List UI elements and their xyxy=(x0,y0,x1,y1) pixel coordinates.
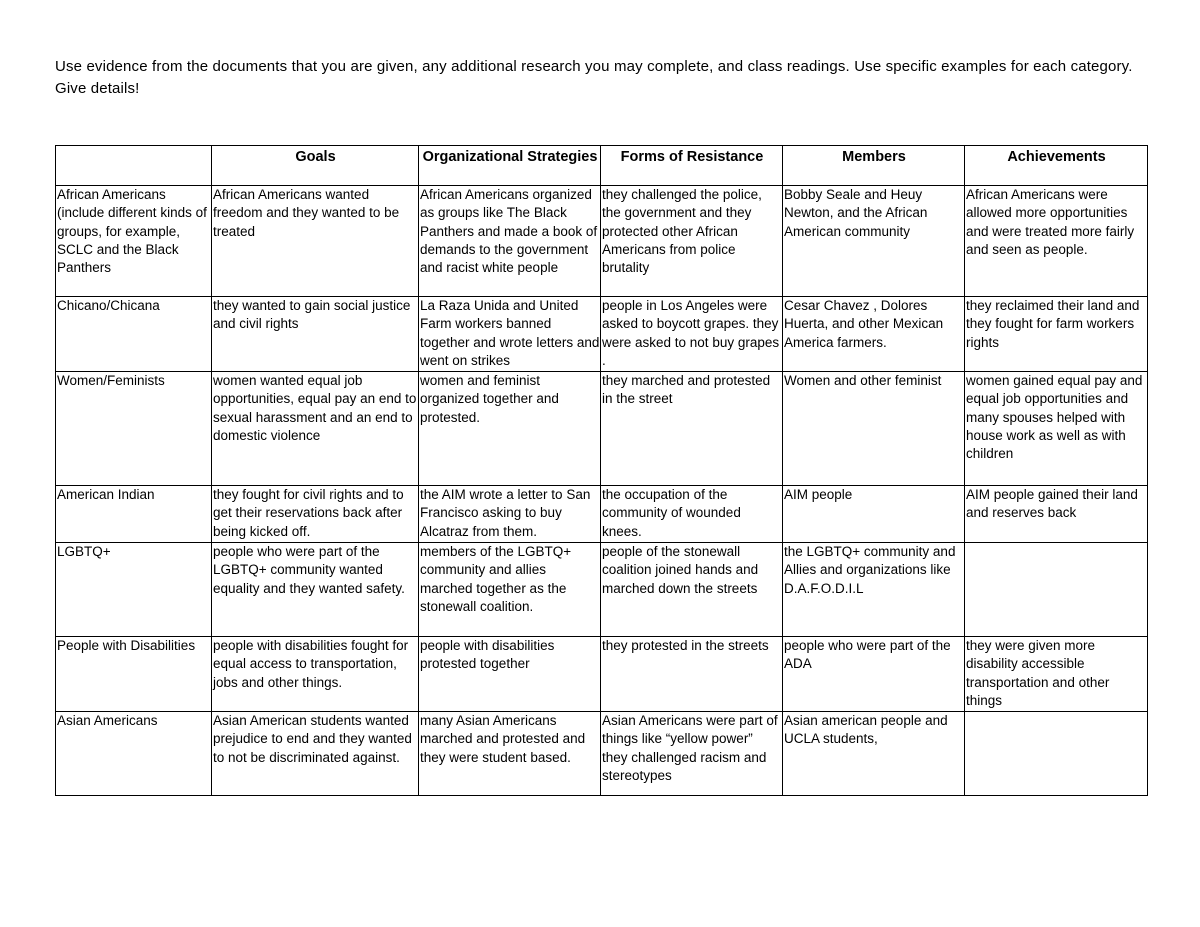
table-row xyxy=(56,486,1148,543)
resistance-cell: they challenged the police, the government and they protected other African Americans from police brutality xyxy=(601,186,783,297)
comparison-table xyxy=(55,145,1148,796)
header-achievements: Achievements xyxy=(965,146,1148,186)
members-cell: Asian american people and UCLA students, xyxy=(783,712,965,796)
achievements-cell: African Americans were allowed more opportunities and were treated more fairly and seen as people. xyxy=(965,186,1148,297)
table-row xyxy=(56,637,1148,712)
group-cell: American Indian xyxy=(56,486,212,543)
resistance-cell: they protested in the streets xyxy=(601,637,783,712)
goals-cell: people with disabilities fought for equal access to transportation, jobs and other things. xyxy=(212,637,419,712)
members-cell: people who were part of the ADA xyxy=(783,637,965,712)
table-row xyxy=(56,186,1148,297)
strategies-cell: women and feminist organized together and protested. xyxy=(419,372,601,486)
table-row xyxy=(56,712,1148,796)
achievements-cell xyxy=(965,543,1148,637)
goals-cell: women wanted equal job opportunities, equal pay an end to sexual harassment and an end to domestic violence xyxy=(212,372,419,486)
members-cell: Women and other feminist xyxy=(783,372,965,486)
table-row xyxy=(56,543,1148,637)
members-cell: Cesar Chavez , Dolores Huerta, and other Mexican America farmers. xyxy=(783,297,965,372)
achievements-cell: AIM people gained their land and reserves back xyxy=(965,486,1148,543)
goals-cell: Asian American students wanted prejudice to end and they wanted to not be discriminated against. xyxy=(212,712,419,796)
goals-cell: people who were part of the LGBTQ+ community wanted equality and they wanted safety. xyxy=(212,543,419,637)
goals-cell: they fought for civil rights and to get their reservations back after being kicked off. xyxy=(212,486,419,543)
resistance-cell: the occupation of the community of wounded knees. xyxy=(601,486,783,543)
achievements-cell xyxy=(965,712,1148,796)
strategies-cell: the AIM wrote a letter to San Francisco asking to buy Alcatraz from them. xyxy=(419,486,601,543)
header-blank xyxy=(56,146,212,186)
group-cell: People with Disabilities xyxy=(56,637,212,712)
group-cell: Asian Americans xyxy=(56,712,212,796)
members-cell: AIM people xyxy=(783,486,965,543)
members-cell: Bobby Seale and Heuy Newton, and the African American community xyxy=(783,186,965,297)
group-cell: LGBTQ+ xyxy=(56,543,212,637)
goals-cell: they wanted to gain social justice and civil rights xyxy=(212,297,419,372)
header-row xyxy=(56,146,1148,186)
resistance-cell: Asian Americans were part of things like “yellow power” they challenged racism and stereotypes xyxy=(601,712,783,796)
achievements-cell: they reclaimed their land and they fought for farm workers rights xyxy=(965,297,1148,372)
strategies-cell: many Asian Americans marched and protested and they were student based. xyxy=(419,712,601,796)
achievements-cell: women gained equal pay and equal job opportunities and many spouses helped with house work as well as with children xyxy=(965,372,1148,486)
group-cell: African Americans (include different kinds of groups, for example, SCLC and the Black Panthers xyxy=(56,186,212,297)
table-row xyxy=(56,372,1148,486)
strategies-cell: people with disabilities protested together xyxy=(419,637,601,712)
table-row xyxy=(56,297,1148,372)
achievements-cell: they were given more disability accessible transportation and other things xyxy=(965,637,1148,712)
strategies-cell: La Raza Unida and United Farm workers banned together and wrote letters and went on strikes xyxy=(419,297,601,372)
header-organizational-strategies: Organizational Strategies xyxy=(419,146,601,186)
resistance-cell: people of the stonewall coalition joined hands and marched down the streets xyxy=(601,543,783,637)
strategies-cell: members of the LGBTQ+ community and allies marched together as the stonewall coalition. xyxy=(419,543,601,637)
instructions-text: Use evidence from the documents that you are given, any additional research you may complete, and class readings. Use specific examples for each category. Give details! xyxy=(55,58,1133,97)
goals-cell: African Americans wanted freedom and they wanted to be treated xyxy=(212,186,419,297)
members-cell: the LGBTQ+ community and Allies and organizations like D.A.F.O.D.I.L xyxy=(783,543,965,637)
resistance-cell: people in Los Angeles were asked to boycott grapes. they were asked to not buy grapes . xyxy=(601,297,783,372)
group-cell: Women/Feminists xyxy=(56,372,212,486)
header-members: Members xyxy=(783,146,965,186)
header-goals: Goals xyxy=(212,146,419,186)
resistance-cell: they marched and protested in the street xyxy=(601,372,783,486)
group-cell: Chicano/Chicana xyxy=(56,297,212,372)
header-forms-of-resistance: Forms of Resistance xyxy=(601,146,783,186)
strategies-cell: African Americans organized as groups like The Black Panthers and made a book of demands to the government and racist white people xyxy=(419,186,601,297)
